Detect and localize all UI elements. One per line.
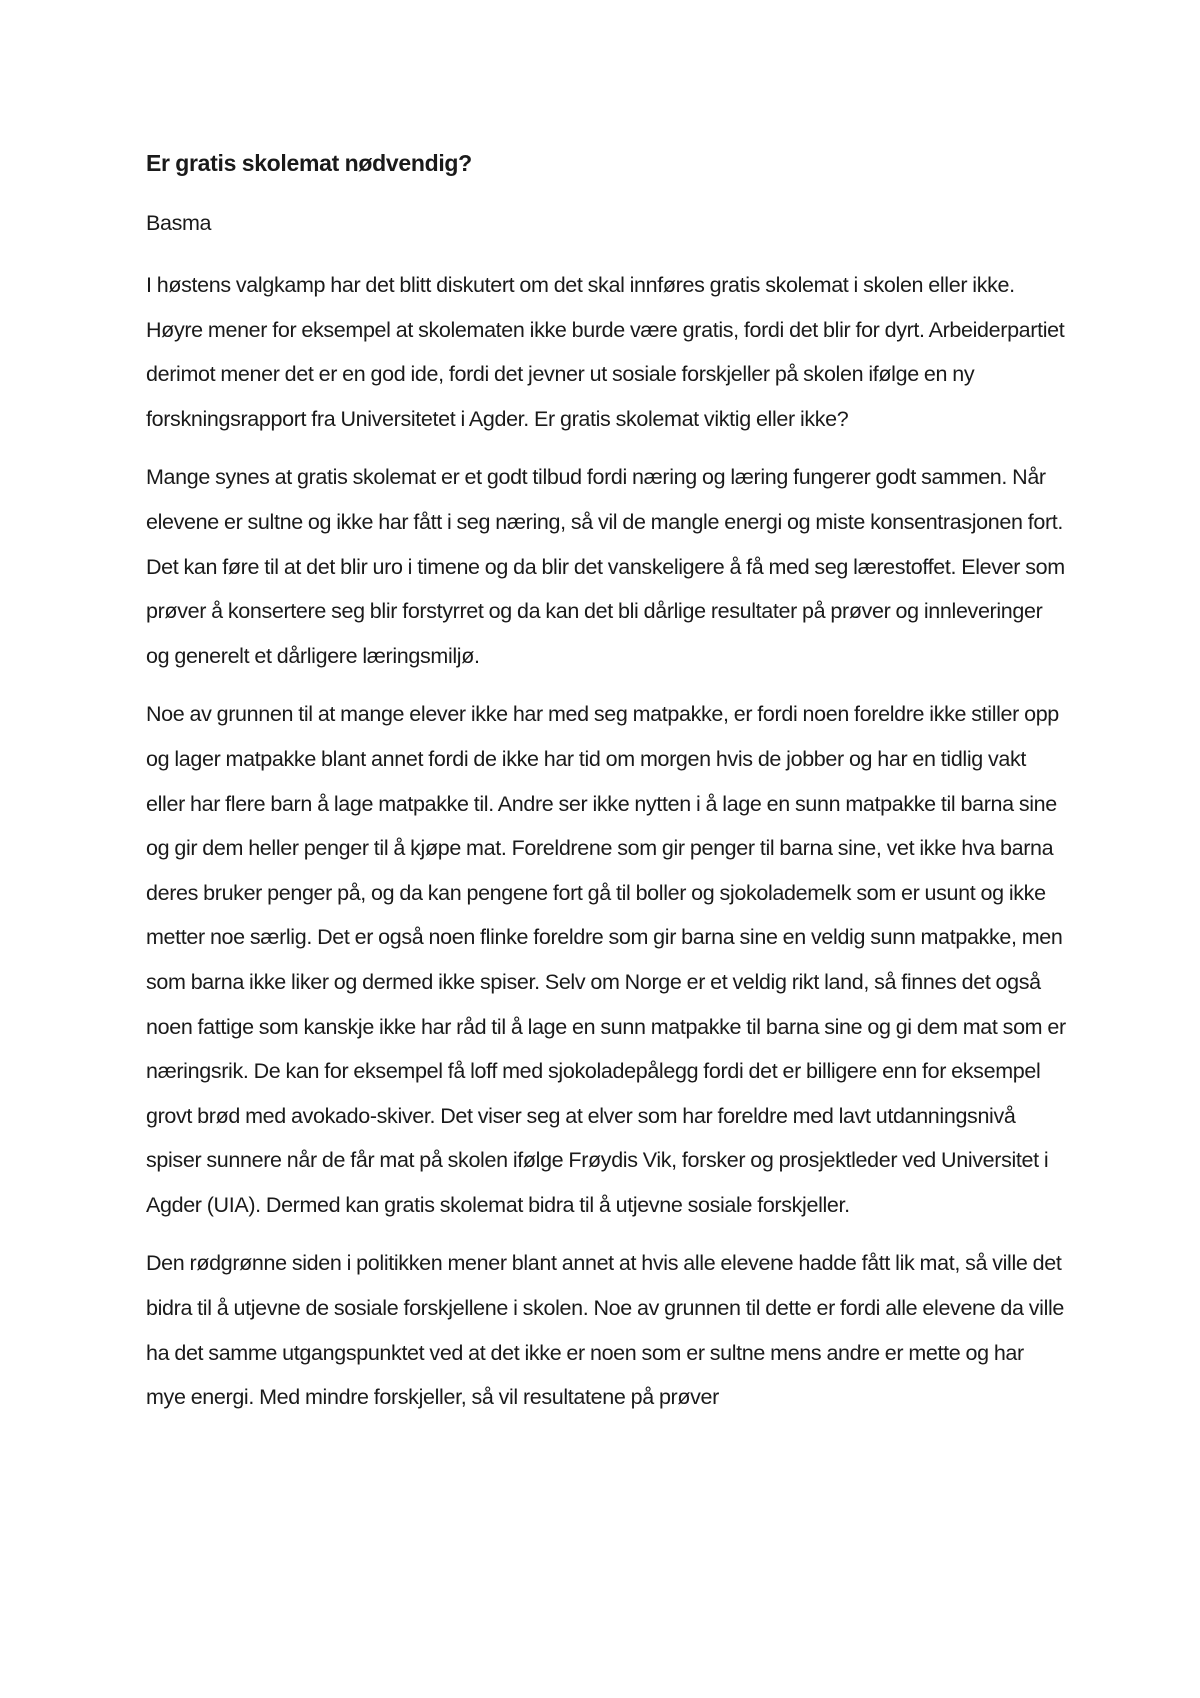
paragraph-nutrition: Mange synes at gratis skolemat er et godt tilbud fordi næring og læring fungerer godt sammen. Når elevene er sultne og ikke har fått i seg næring, så vil de mangle energi og miste konsentrasjonen fort. Det kan føre til at det blir uro i timene og da blir det vanskeligere å få med seg lærestoffet. Elever som prøver å konsertere seg blir forstyrret og da kan det bli dårlige resultater på prøver og innleveringer og generelt et dårligere læringsmiljø.	[146, 465, 1065, 668]
author-name: Basma	[146, 211, 212, 235]
paragraph-politics: Den rødgrønne siden i politikken mener blant annet at hvis alle elevene hadde fått lik mat, så ville det bidra til å utjevne de sosiale forskjellene i skolen. Noe av grunnen til dette er fordi alle elevene da ville ha det samme utgangspunktet ved at det ikke er noen som er sultne mens andre er mette og har mye energi. Med mindre forskjeller, så vil resultatene på prøver	[146, 1251, 1065, 1410]
document-title: Er gratis skolemat nødvendig?	[146, 150, 472, 176]
document-body	[146, 143, 1066, 1420]
paragraph-lunchbox: Noe av grunnen til at mange elever ikke har med seg matpakke, er fordi noen foreldre ikke stiller opp og lager matpakke blant annet fordi de ikke har tid om morgen hvis de jobber og har en tidlig vakt eller har flere barn å lage matpakke til. Andre ser ikke nytten i å lage en sunn matpakke til barna sine og gir dem heller penger til å kjøpe mat. Foreldrene som gir penger til barna sine, vet ikke hva barna deres bruker penger på, og da kan pengene fort gå til boller og sjokolademelk som er usunt og ikke metter noe særlig. Det er også noen flinke foreldre som gir barna sine en veldig sunn matpakke, men som barna ikke liker og dermed ikke spiser. Selv om Norge er et veldig rikt land, så finnes det også noen fattige som kanskje ikke har råd til å lage en sunn matpakke til barna sine og gi dem mat som er næringsrik. De kan for eksempel få loff med sjokoladepålegg fordi det er billigere enn for eksempel grovt brød med avokado-skiver. Det viser seg at elver som har foreldre med lavt utdanningsnivå spiser sunnere når de får mat på skolen ifølge Frøydis Vik, forsker og prosjektleder ved Universitet i Agder (UIA). Dermed kan gratis skolemat bidra til å utjevne sosiale forskjeller.	[146, 702, 1066, 1217]
paragraph-intro: I høstens valgkamp har det blitt diskutert om det skal innføres gratis skolemat i skolen eller ikke. Høyre mener for eksempel at skolematen ikke burde være gratis, fordi det blir for dyrt. Arbeiderpartiet derimot mener det er en god ide, fordi det jevner ut sosiale forskjeller på skolen ifølge en ny forskningsrapport fra Universitetet i Agder. Er gratis skolemat viktig eller ikke?	[146, 273, 1065, 431]
